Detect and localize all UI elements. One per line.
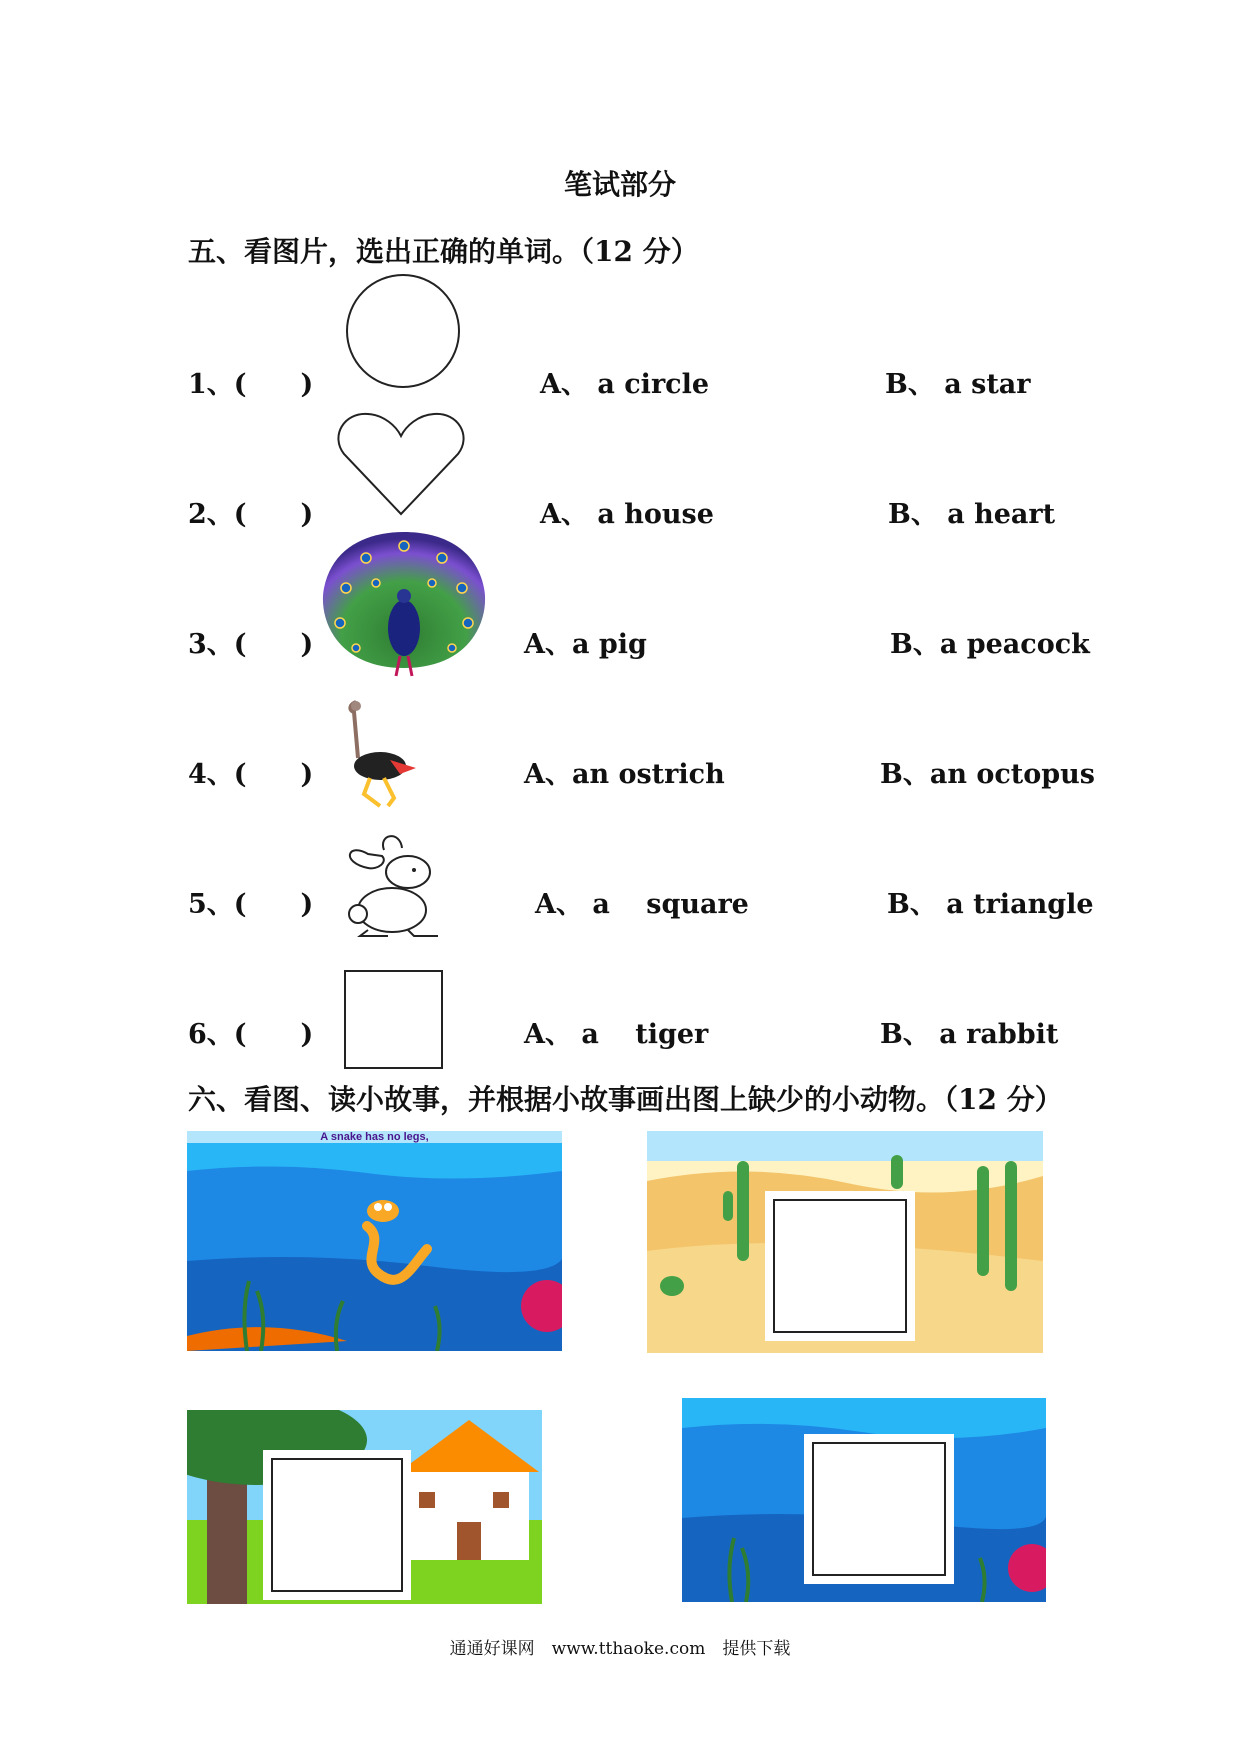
scene1-caption: A snake has no legs, — [320, 1131, 429, 1143]
item1-option-a: A、 a circle — [540, 369, 710, 400]
circle-icon — [344, 272, 462, 390]
answer-box-3[interactable] — [812, 1442, 946, 1576]
item6-option-a: A、 a tiger — [524, 1019, 709, 1050]
square-icon — [344, 970, 444, 1070]
item1-option-b: B、 a star — [885, 369, 1031, 400]
answer-box-1[interactable] — [773, 1199, 907, 1333]
item2-option-b: B、 a heart — [888, 499, 1056, 530]
answer-box-2[interactable] — [271, 1458, 403, 1592]
item3-number: 3、( ) — [188, 629, 314, 660]
item3-option-b: B、a peacock — [890, 629, 1090, 660]
item4-option-a: A、an ostrich — [524, 759, 725, 790]
farm-scene — [187, 1410, 542, 1604]
peacock-icon — [316, 528, 492, 678]
section6-title: 六、看图、读小故事，并根据小故事画出图上缺少的小动物。（12 分） — [188, 1083, 1063, 1116]
item6-number: 6、( ) — [188, 1019, 314, 1050]
item4-option-b: B、an octopus — [880, 759, 1095, 790]
page-heading: 笔试部分 — [563, 168, 676, 201]
sea-scene-2 — [682, 1398, 1046, 1602]
ostrich-icon — [340, 698, 440, 810]
desert-scene — [647, 1131, 1043, 1353]
item5-option-b: B、 a triangle — [887, 889, 1094, 920]
sea-scene — [187, 1131, 562, 1351]
item5-option-a: A、 a square — [535, 889, 749, 920]
section5-title: 五、看图片，选出正确的单词。（12 分） — [188, 235, 699, 268]
item4-number: 4、( ) — [188, 759, 314, 790]
footer-text: 通通好课网 www.tthaoke.com 提供下载 — [449, 1639, 791, 1659]
item2-number: 2、( ) — [188, 499, 314, 530]
rabbit-icon — [338, 832, 468, 942]
item6-option-b: B、 a rabbit — [880, 1019, 1059, 1050]
item2-option-a: A、 a house — [540, 499, 714, 530]
heart-icon — [336, 408, 466, 518]
item5-number: 5、( ) — [188, 889, 314, 920]
item1-number: 1、( ) — [188, 369, 314, 400]
item3-option-a: A、a pig — [524, 629, 647, 660]
